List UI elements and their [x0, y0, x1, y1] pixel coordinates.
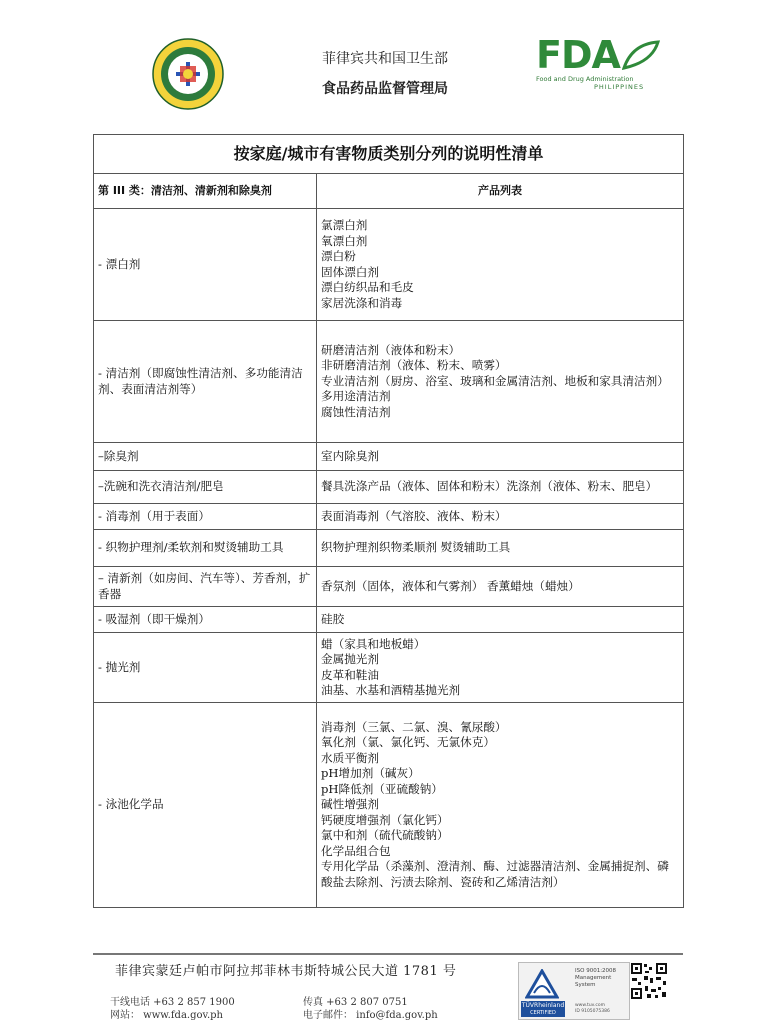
table-row [94, 567, 684, 607]
fda-logo-subtitle: Food and Drug Administration [536, 75, 634, 83]
product-item: 研磨清洁剂（液体和粉末） [321, 342, 461, 357]
category-cell: - 泳池化学品 [94, 703, 317, 908]
iso-sub1: Management [575, 975, 612, 981]
table-row [94, 209, 684, 321]
hazardous-substances-table [93, 134, 684, 908]
iso-certification-badge [518, 962, 630, 1020]
product-item: 氧化剂（氯、氯化钙、无氯休克） [321, 735, 495, 750]
product-item: 蜡（家具和地板蜡） [321, 636, 426, 651]
product-item: 腐蚀性清洁剂 [321, 404, 391, 419]
table-row [94, 504, 684, 530]
product-item: 化学品组合包 [321, 843, 391, 858]
footer-hotline: 干线电话 +63 2 857 1900 [110, 997, 235, 1008]
category-cell: - 清洁剂（即腐蚀性清洁剂、多功能清洁剂、表面清洁剂等） [94, 321, 317, 443]
product-item: 水质平衡剂 [321, 750, 379, 765]
products-column-header: 产品列表 [317, 174, 684, 209]
footer-divider [93, 953, 683, 955]
qr-code-icon [630, 962, 668, 1000]
tuv-triangle-icon [525, 969, 559, 999]
table-row [94, 321, 684, 443]
product-item: 硅胶 [321, 611, 345, 626]
table-row [94, 471, 684, 504]
product-item: 钙硬度增强剂（氯化钙） [321, 812, 449, 827]
product-item: 非研磨清洁剂（液体、粉末、喷雾） [321, 358, 507, 373]
products-cell [317, 567, 684, 607]
iso-id [575, 1003, 610, 1015]
product-item: 消毒剂（三氯、二氯、溴、氰尿酸） [321, 719, 507, 734]
category-cell: - 漂白剂 [94, 209, 317, 321]
fda-logo [536, 34, 660, 94]
product-item: pH降低剂（亚硫酸钠） [321, 781, 443, 796]
product-item: 漂白粉 [321, 249, 356, 263]
table-header-row [94, 174, 684, 209]
footer-website[interactable]: 网站： www.fda.gov.ph [110, 1010, 223, 1021]
products-cell [317, 321, 684, 443]
category-column-header: 第 III 类：清洁剂、清新剂和除臭剂 [94, 174, 317, 209]
products-cell [317, 443, 684, 471]
iso-url: www.tuv.com [575, 1003, 606, 1008]
products-cell [317, 209, 684, 321]
product-item: 室内除臭剂 [321, 448, 379, 463]
agency-title: 食品药品监督管理局 [322, 81, 448, 97]
tuv-certified-label: CERTIFIED [521, 1010, 565, 1017]
department-of-health-seal-icon [152, 38, 224, 110]
category-cell: – 清新剂（如房间、汽车等）、芳香剂，扩香器 [94, 567, 317, 607]
fda-logo-country: PHILIPPINES [594, 83, 645, 91]
iso-standard-text: ISO 9001:2008 [575, 968, 617, 974]
iso-id-number: ID 9105075386 [575, 1009, 610, 1014]
product-item: pH增加剂（碱灰） [321, 766, 420, 781]
tuv-name: TÜVRheinland [521, 1002, 565, 1009]
ministry-name: 菲律宾共和国卫生部 [322, 51, 448, 67]
table-row [94, 530, 684, 567]
product-item: 织物护理剂织物柔顺剂 熨烫辅助工具 [321, 540, 511, 555]
product-item: 氧漂白剂 [321, 233, 368, 248]
category-cell: –洗碗和洗衣清洁剂/肥皂 [94, 471, 317, 504]
product-item: 油基、水基和酒精基抛光剂 [321, 683, 461, 697]
table-row [94, 703, 684, 908]
product-item: 家居洗涤和消毒 [321, 295, 403, 310]
product-item: 餐具洗涤产品（液体、固体和粉末）洗涤剂（液体、粉末、肥皂） [321, 479, 658, 494]
product-item: 多用途清洁剂 [321, 389, 391, 404]
leaf-icon [622, 40, 660, 70]
agency-name [260, 48, 510, 98]
category-cell: - 消毒剂（用于表面） [94, 504, 317, 530]
product-item: 专业清洁剂（厨房、浴室、玻璃和金属清洁剂、地板和家具清洁剂） [321, 373, 669, 388]
products-cell [317, 471, 684, 504]
footer-email[interactable]: 电子邮件： info@fda.gov.ph [303, 1010, 438, 1021]
products-cell [317, 703, 684, 908]
category-cell: - 织物护理剂/柔软剂和熨烫辅助工具 [94, 530, 317, 567]
products-cell [317, 504, 684, 530]
table-title-row [94, 135, 684, 174]
table-row [94, 443, 684, 471]
products-cell [317, 633, 684, 703]
document-header [0, 0, 768, 130]
product-item: 专用化学品（杀藻剂、澄清剂、酶、过滤器清洁剂、金属捕捉剂、磷酸盐去除剂、污渍去除剂、瓷砖和乙烯清洁剂） [321, 859, 669, 889]
table-title: 按家庭/城市有害物质类别分列的说明性清单 [94, 135, 684, 174]
product-item: 固体漂白剂 [321, 264, 379, 279]
product-item: 氯漂白剂 [321, 218, 368, 232]
category-cell: –除臭剂 [94, 443, 317, 471]
iso-standard [575, 968, 616, 989]
table-row [94, 633, 684, 703]
products-cell [317, 530, 684, 567]
products-cell [317, 607, 684, 633]
product-item: 香氛剂（固体，液体和气雾剂） 香薰蜡烛（蜡烛） [321, 578, 580, 593]
category-cell: - 吸湿剂（即干燥剂） [94, 607, 317, 633]
footer-fax: 传真 +63 2 807 0751 [303, 997, 408, 1008]
product-item: 表面消毒剂（气溶胶、液体、粉末） [321, 508, 507, 523]
product-item: 皮革和鞋油 [321, 667, 379, 682]
category-cell: - 抛光剂 [94, 633, 317, 703]
iso-sub2: System [575, 982, 596, 988]
product-item: 漂白纺织品和毛皮 [321, 280, 414, 294]
fda-logo-text: FDA [536, 33, 620, 77]
table-row [94, 607, 684, 633]
product-item: 金属抛光剂 [321, 652, 379, 666]
product-item: 氯中和剂（硫代硫酸钠） [321, 828, 449, 843]
product-item: 碱性增强剂 [321, 797, 379, 812]
footer-address: 菲律宾蒙廷卢帕市阿拉邦菲林韦斯特城公民大道 1781 号 [115, 964, 457, 979]
